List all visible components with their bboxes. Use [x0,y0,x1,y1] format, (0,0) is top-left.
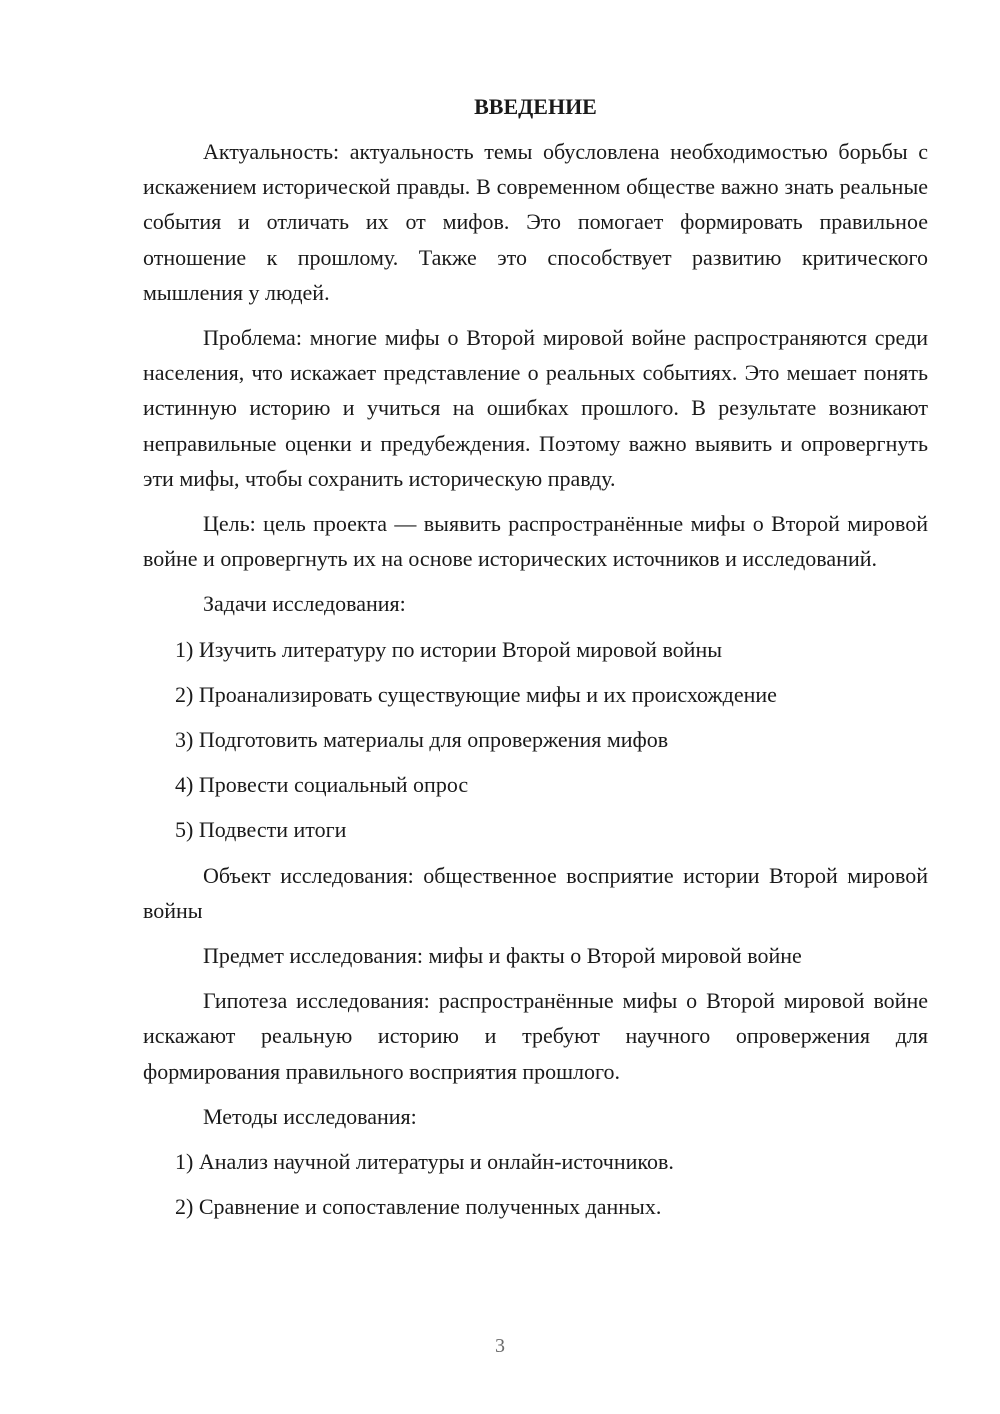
relevance-paragraph: Актуальность: актуальность темы обусловлена необходимостью борьбы с искажением исторической правды. В современном обществе важно знать реальные события и отличать их от мифов. Это помогает формировать правильное отношение к прошлому. Также это способствует развитию критического мышления у людей. [143,139,928,305]
method-item: 2) Сравнение и сопоставление полученных данных. [175,1194,662,1220]
problem-paragraph: Проблема: многие мифы о Второй мировой войне распространяются среди населения, что искажает представление о реальных событиях. Это мешает понять истинную историю и учиться на ошибках прошлого. В результате возникают неправильные оценки и предубеждения. Поэтому важно выявить и опровергнуть эти мифы, чтобы сохранить историческую правду. [143,325,928,491]
object-paragraph: Объект исследования: общественное восприятие истории Второй мировой войны [143,862,928,923]
task-item: 4) Провести социальный опрос [175,772,469,798]
subject-paragraph: Предмет исследования: мифы и факты о Второй мировой войне [203,943,802,969]
methods-heading: Методы исследования: [203,1103,417,1129]
page-title: ВВЕДЕНИЕ [474,94,597,119]
method-item: 1) Анализ научной литературы и онлайн-источников. [175,1149,674,1175]
task-item: 2) Проанализировать существующие мифы и их происхождение [175,681,777,707]
task-item: 3) Подготовить материалы для опровержения мифов [175,727,669,753]
page-number: 3 [495,1335,505,1357]
task-item: 1) Изучить литературу по истории Второй мировой войны [175,636,723,662]
goal-paragraph: Цель: цель проекта — выявить распространённые мифы о Второй мировой войне и опровергнуть их на основе исторических источников и исследований. [143,511,928,572]
tasks-heading: Задачи исследования: [203,591,406,617]
document-page [143,92,928,1234]
task-item: 5) Подвести итоги [175,817,347,843]
hypothesis-paragraph: Гипотеза исследования: распространённые мифы о Второй мировой войне искажают реальную историю и требуют научного опровержения для формирования правильного восприятия прошлого. [143,988,928,1084]
